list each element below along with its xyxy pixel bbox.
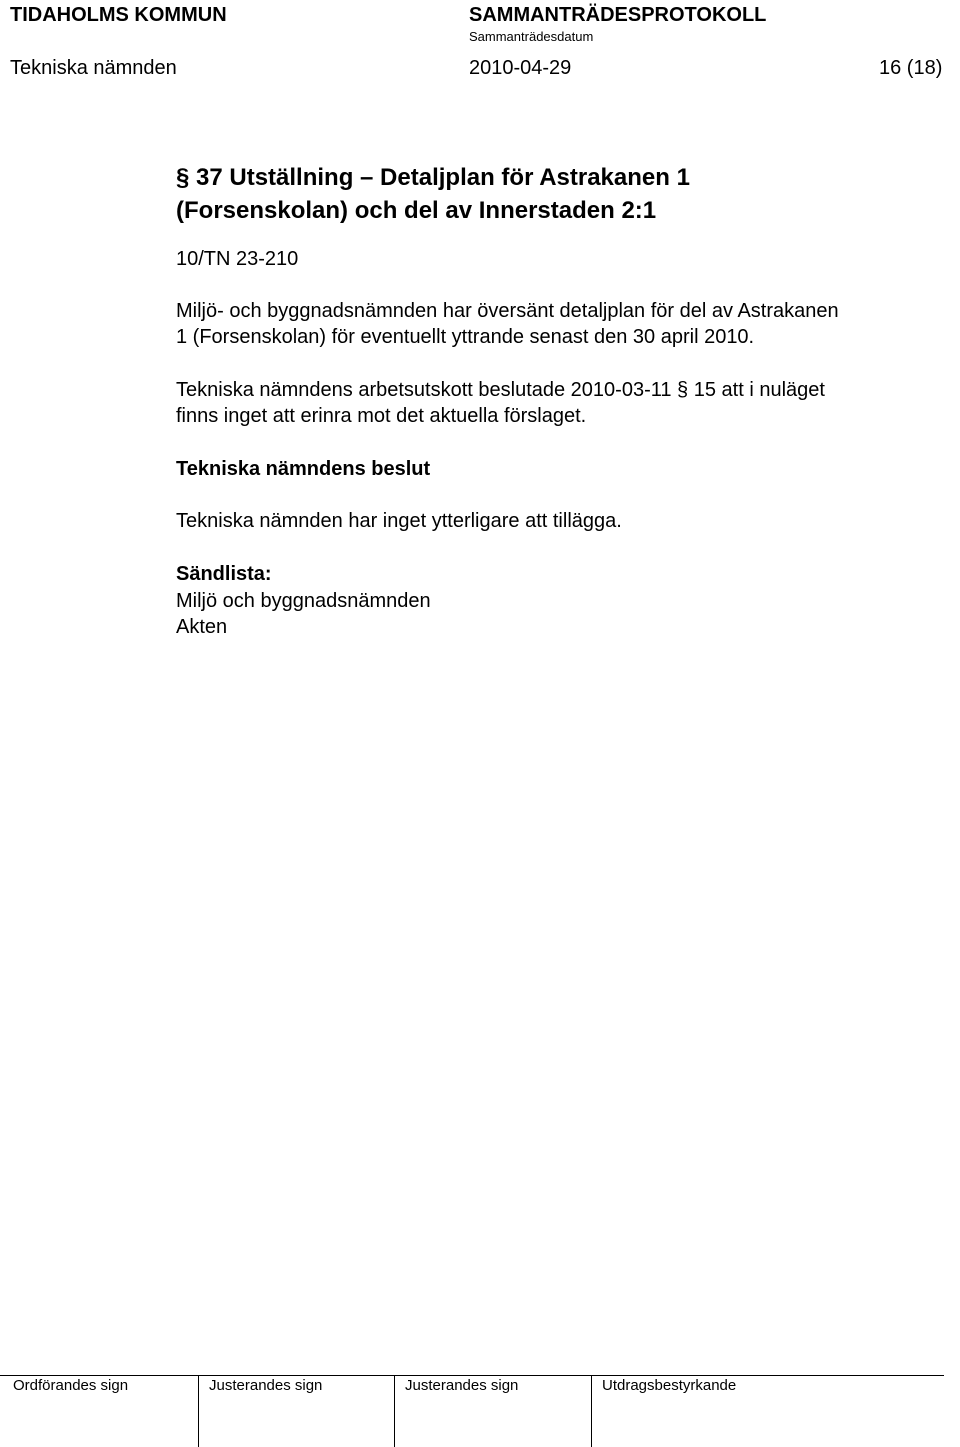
paragraph-1-line1: Miljö- och byggnadsnämnden har översänt detaljplan för del av Astrakanen (176, 300, 839, 322)
adjuster-signature-label: Justerandes sign (405, 1377, 519, 1394)
section-title-line2: (Forsenskolan) och del av Innerstaden 2:1 (176, 197, 657, 224)
committee-name: Tekniska nämnden (10, 57, 177, 79)
distribution-heading: Sändlista: (176, 563, 272, 585)
footer-divider (394, 1375, 395, 1447)
municipality-name: TIDAHOLMS KOMMUN (10, 4, 227, 26)
paragraph-2-line2: finns inget att erinra mot det aktuella förslaget. (176, 405, 587, 427)
protocol-title: SAMMANTRÄDESPROTOKOLL (469, 4, 767, 26)
paragraph-2-line1: Tekniska nämndens arbetsutskott beslutade 2010-03-11 § 15 att i nuläget (176, 379, 825, 401)
case-number: 10/TN 23-210 (176, 248, 299, 270)
distribution-item: Miljö och byggnadsnämnden (176, 590, 431, 612)
page-number: 16 (18) (879, 57, 943, 79)
section-title-line1: § 37 Utställning – Detaljplan för Astrakanen 1 (176, 164, 690, 191)
decision-text: Tekniska nämnden har inget ytterligare att tillägga. (176, 510, 622, 532)
paragraph-1-line2: 1 (Forsenskolan) för eventuellt yttrande senast den 30 april 2010. (176, 326, 755, 348)
footer-divider (198, 1375, 199, 1447)
decision-heading: Tekniska nämndens beslut (176, 458, 431, 480)
date-label: Sammanträdesdatum (469, 29, 594, 44)
distribution-item: Akten (176, 616, 228, 638)
certification-label: Utdragsbestyrkande (602, 1377, 737, 1394)
footer-top-border (0, 1375, 944, 1376)
meeting-date: 2010-04-29 (469, 57, 572, 79)
chair-signature-label: Ordförandes sign (13, 1377, 129, 1394)
adjuster-signature-label: Justerandes sign (209, 1377, 323, 1394)
footer-divider (591, 1375, 592, 1447)
